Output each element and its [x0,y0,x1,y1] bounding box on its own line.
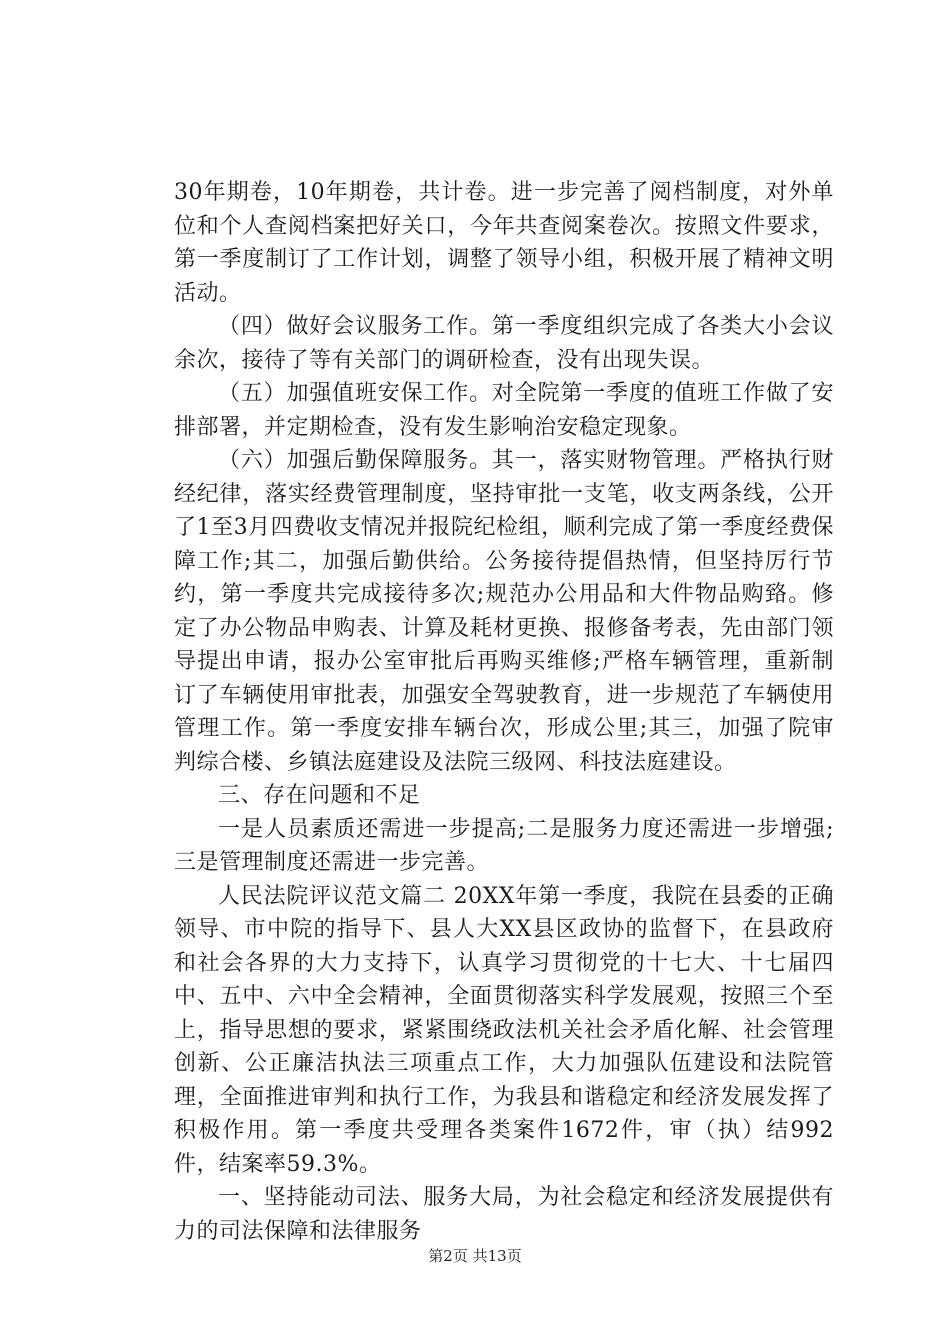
paragraph-4: （六）加强后勤保障服务。其一，落实财物管理。严格执行财经纪律，落实经费管理制度，坚持审批一支笔，收支两条线，公开了1至3月四费收支情况并报院纪检组，顺利完成了第一季度经费保障工作;其二，加强后勤供给。公务接待提倡热情，但坚持厉行节约，第一季度共完成接待多次;规范办公用品和大件物品购臵。修定了办公物品申购表、计算及耗材更换、报修备考表，先由部门领导提出申请，报办公室审批后再购买维修;严格车辆管理，重新制订了车辆使用审批表，加强安全驾驶教育，进一步规范了车辆使用管理工作。第一季度安排车辆台次，形成公里;其三，加强了院审判综合楼、乡镇法庭建设及法院三级网、科技法庭建设。 [174,448,834,775]
document-body [174,176,834,1248]
paragraph-3: （五）加强值班安保工作。对全院第一季度的值班工作做了安排部署，并定期检查，没有发生影响治安稳定现象。 [174,381,834,440]
paragraph-2: （四）做好会议服务工作。第一季度组织完成了各类大小会议余次，接待了等有关部门的调研检查，没有出现失误。 [174,314,834,373]
paragraph-8: 一、坚持能动司法、服务大局，为社会稳定和经济发展提供有力的司法保障和法律服务 [174,1185,834,1244]
page-number-footer: 第2页 共13页 [428,1247,522,1265]
paragraph-6: 一是人员素质还需进一步提高;二是服务力度还需进一步增强;三是管理制度还需进一步完善。 [174,816,834,875]
paragraph-1: 30年期卷，10年期卷，共计卷。进一步完善了阅档制度，对外单位和个人查阅档案把好关口，今年共查阅案卷次。按照文件要求，第一季度制订了工作计划，调整了领导小组，积极开展了精神文明活动。 [174,180,834,306]
paragraph-7: 人民法院评议范文篇二 20XX年第一季度，我院在县委的正确领导、市中院的指导下、县人大XX县区政协的监督下，在县政府和社会各界的大力支持下，认真学习贯彻党的十七大、十七届四中、五中、六中全会精神，全面贯彻落实科学发展观，按照三个至上，指导思想的要求，紧紧围绕政法机关社会矛盾化解、社会管理创新、公正廉洁执法三项重点工作，大力加强队伍建设和法院管理，全面推进审判和执行工作，为我县和谐稳定和经济发展发挥了积极作用。第一季度共受理各类案件1672件，审（执）结992件，结案率59.3%。 [174,883,834,1177]
section-heading: 三、存在问题和不足 [218,783,421,808]
